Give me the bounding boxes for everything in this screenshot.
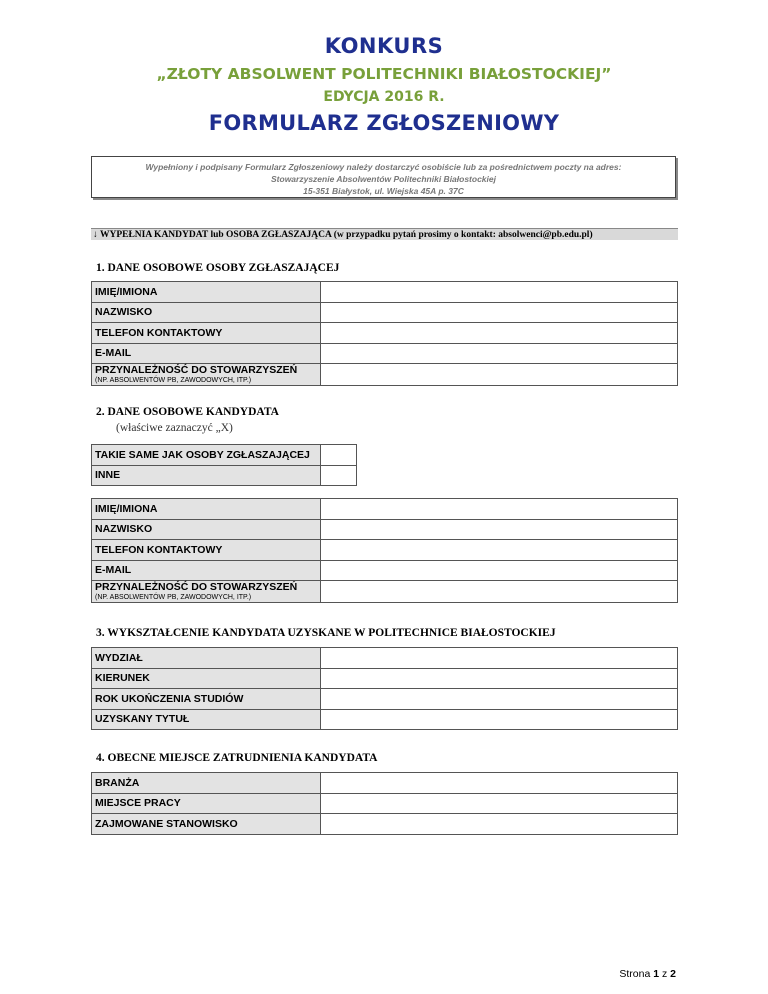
edition-label: EDYCJA 2016 R. [323,89,445,105]
position-input[interactable] [321,814,678,835]
s1-email-input[interactable] [321,343,678,364]
s2-phone-input[interactable] [321,540,678,561]
field-label: WYDZIAŁ [92,648,321,669]
field-label: TELEFON KONTAKTOWY [92,323,321,344]
contest-subtitle: „ZŁOTY ABSOLWENT POLITECHNIKI BIAŁOSTOCKIEJ” [156,65,612,83]
field-label: KIERUNEK [92,668,321,689]
section-4-title: 4. OBECNE MIEJSCE ZATRUDNIENIA KANDYDATA [96,752,378,764]
degree-input[interactable] [321,709,678,730]
membership-note: (NP. ABSOLWENTÓW PB, ZAWODOWYCH, ITP.) [95,377,252,384]
s2-email-input[interactable] [321,560,678,581]
section-1-table [91,281,678,386]
section-2-table [91,498,678,603]
s1-last-name-input[interactable] [321,302,678,323]
field-label: NAZWISKO [92,519,321,540]
membership-note: (NP. ABSOLWENTÓW PB, ZAWODOWYCH, ITP.) [95,594,252,601]
form-title: FORMULARZ ZGŁOSZENIOWY [208,111,560,135]
major-input[interactable] [321,668,678,689]
section-3-table [91,647,678,730]
field-label-membership: PRZYNALEŻNOŚĆ DO STOWARZYSZEŃ (NP. ABSOLWENTÓW PB, ZAWODOWYCH, ITP.) [92,581,321,603]
field-label: E-MAIL [92,343,321,364]
page-number: Strona 1 z 2 [619,968,676,980]
contest-title: KONKURS [324,34,444,58]
candidate-option-table [91,444,357,486]
field-label: MIEJSCE PRACY [92,793,321,814]
field-label-membership: PRZYNALEŻNOŚĆ DO STOWARZYSZEŃ (NP. ABSOLWENTÓW PB, ZAWODOWYCH, ITP.) [92,364,321,386]
delivery-info-box [91,156,676,198]
s1-membership-input[interactable] [321,364,678,386]
section-3-title: 3. WYKSZTAŁCENIE KANDYDATA UZYSKANE W POLITECHNICE BIAŁOSTOCKIEJ [96,627,556,639]
field-label: NAZWISKO [92,302,321,323]
section-2-title: 2. DANE OSOBOWE KANDYDATA [96,406,279,418]
s2-last-name-input[interactable] [321,519,678,540]
workplace-input[interactable] [321,793,678,814]
info-line-3: 15-351 Białystok, ul. Wiejska 45A p. 37C [303,186,464,196]
field-label: ROK UKOŃCZENIA STUDIÓW [92,689,321,710]
field-label: IMIĘ/IMIONA [92,282,321,303]
info-line-1: Wypełniony i podpisany Formularz Zgłoszeniowy należy dostarczyć osobiście lub za pośrednictwem poczty na adres: [145,162,622,172]
faculty-input[interactable] [321,648,678,669]
same-as-reporter-checkbox[interactable] [321,445,357,466]
field-label: TELEFON KONTAKTOWY [92,540,321,561]
field-label: IMIĘ/IMIONA [92,499,321,520]
s1-phone-input[interactable] [321,323,678,344]
section-1-title: 1. DANE OSOBOWE OSOBY ZGŁASZAJĄCEJ [96,262,340,274]
other-checkbox[interactable] [321,465,357,486]
graduation-year-input[interactable] [321,689,678,710]
s1-first-name-input[interactable] [321,282,678,303]
s2-first-name-input[interactable] [321,499,678,520]
option-label: INNE [92,465,321,486]
section-2-subtitle: (właściwe zaznaczyć „X) [116,422,233,434]
field-label: ZAJMOWANE STANOWISKO [92,814,321,835]
s2-membership-input[interactable] [321,581,678,603]
instruction-bar: ↓ WYPEŁNIA KANDYDAT lub OSOBA ZGŁASZAJĄCA (w przypadku pytań prosimy o kontakt: absolwenci@pb.edu.pl) [91,228,678,240]
industry-input[interactable] [321,773,678,794]
field-label: BRANŻA [92,773,321,794]
info-line-2: Stowarzyszenie Absolwentów Politechniki Białostockiej [271,174,496,184]
field-label: E-MAIL [92,560,321,581]
option-label: TAKIE SAME JAK OSOBY ZGŁASZAJĄCEJ [92,445,321,466]
field-label: UZYSKANY TYTUŁ [92,709,321,730]
section-4-table [91,772,678,835]
